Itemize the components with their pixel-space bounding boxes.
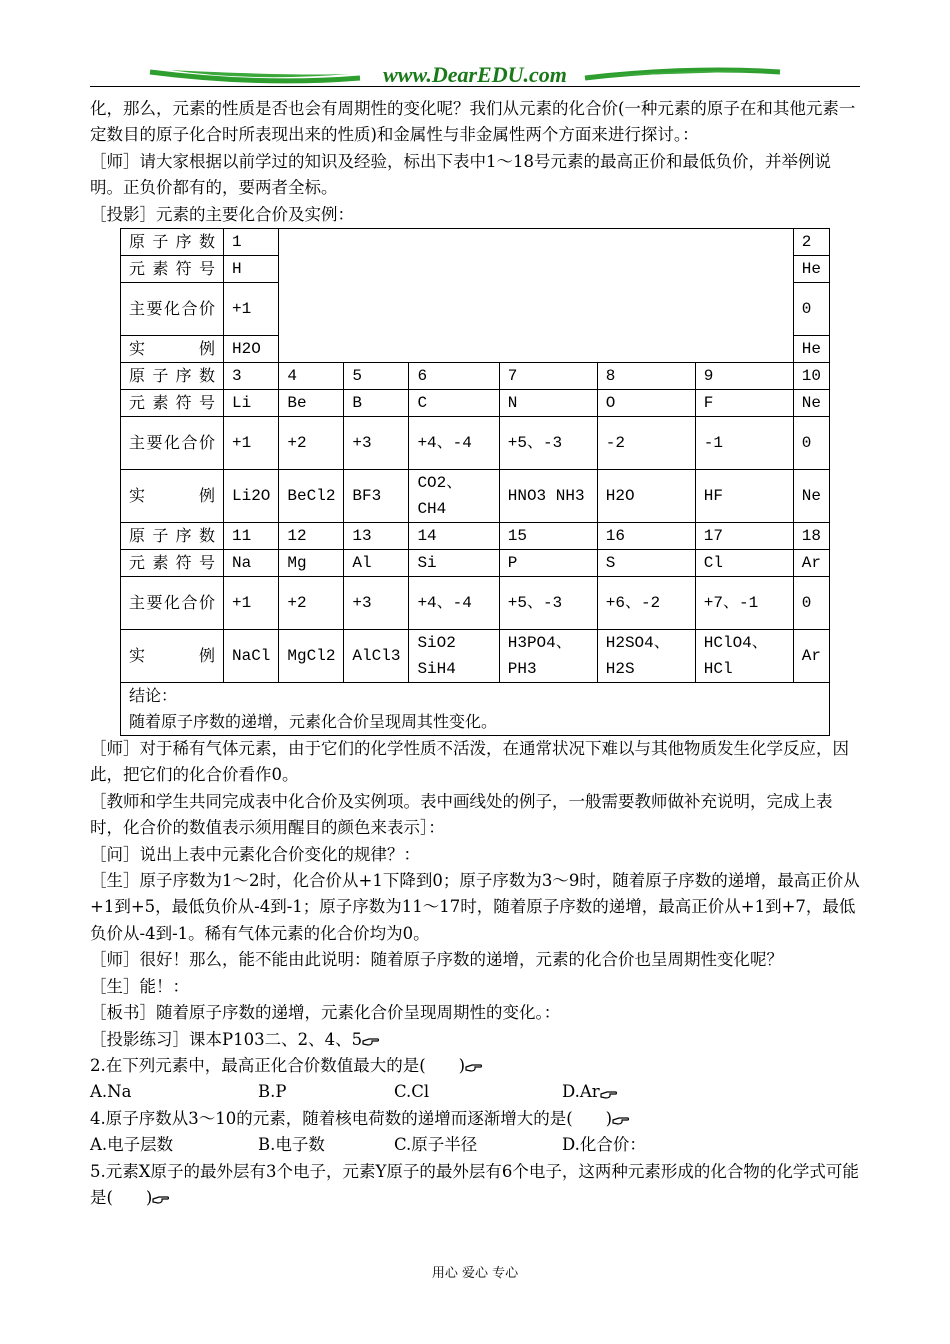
cell: S	[597, 550, 695, 577]
table-row	[121, 577, 830, 630]
label-cell: 元素符号	[121, 256, 224, 283]
cell: MgCl2	[279, 630, 344, 683]
cell: P	[499, 550, 597, 577]
conclusion-text: 随着原子序数的递增，元素化合价呈现周其性变化。	[129, 712, 498, 732]
cell: Ne	[793, 470, 829, 523]
cell: O	[597, 390, 695, 417]
paragraph: ［师］对于稀有气体元素，由于它们的化学性质不活泼，在通常状况下难以与其他物质发生化学反应，因此，把它们的化合价看作0。	[90, 739, 849, 785]
cell: H2SO4、H2S	[597, 630, 695, 683]
option-d-text: D.Ar	[562, 1082, 600, 1102]
page-footer: 用心 爱心 专心	[431, 1266, 519, 1281]
pointing-hand-icon	[612, 1113, 630, 1125]
cell: Si	[409, 550, 499, 577]
cell: HClO4、HCl	[695, 630, 793, 683]
label-cell: 元素符号	[121, 390, 224, 417]
table-row	[121, 390, 830, 417]
site-header	[90, 62, 860, 92]
exercise-heading: ［投影练习］课本P103二、2、4、5	[90, 1029, 363, 1049]
cell: 8	[597, 363, 695, 390]
cell: 3	[224, 363, 279, 390]
cell: 1	[224, 229, 279, 256]
option-c: C.原子半径	[394, 1135, 478, 1155]
option-b: B.P	[258, 1082, 287, 1102]
paragraph: ［投影］元素的主要化合价及实例：	[90, 204, 354, 224]
cell: H3PO4、PH3	[499, 630, 597, 683]
question-text: 4.原子序数从3～10的元素，随着核电荷数的递增而逐渐增大的是( )	[90, 1108, 613, 1128]
label-cell: 元素符号	[121, 550, 224, 577]
cell: +1	[224, 577, 279, 630]
pointing-hand-icon	[600, 1087, 618, 1099]
paragraph: ［问］说出上表中元素化合价变化的规律？：	[90, 844, 420, 864]
cell: -1	[695, 417, 793, 470]
paragraph: ［板书］随着原子序数的递增，元素化合价呈现周期性的变化。：	[90, 1003, 561, 1023]
cell: B	[344, 390, 409, 417]
table-row	[121, 363, 830, 390]
valence-table	[120, 228, 830, 736]
cell: 0	[793, 283, 829, 336]
cell: +1	[224, 283, 279, 336]
table-row	[121, 550, 830, 577]
cell: C	[409, 390, 499, 417]
cell: 4	[279, 363, 344, 390]
cell: He	[793, 256, 829, 283]
cell: Na	[224, 550, 279, 577]
table-row	[121, 630, 830, 683]
cell: Li	[224, 390, 279, 417]
cell: H	[224, 256, 279, 283]
pointing-hand-icon	[152, 1192, 170, 1204]
label-cell: 原子序数	[121, 229, 224, 256]
label-cell: 实 例	[121, 470, 224, 523]
label-cell: 主要化合价	[121, 417, 224, 470]
option-b: B.电子数	[258, 1135, 325, 1155]
document-body	[90, 96, 862, 1211]
cell: +2	[279, 417, 344, 470]
cell: 15	[499, 523, 597, 550]
cell: 10	[793, 363, 829, 390]
table-row	[121, 470, 830, 523]
question-text: 2.在下列元素中，最高正化合价数值最大的是( )	[90, 1055, 466, 1075]
label-cell: 原子序数	[121, 523, 224, 550]
paragraph: ［生］能！：	[90, 976, 189, 996]
options-row	[90, 1132, 862, 1158]
cell: H2O	[224, 336, 279, 363]
cell: BeCl2	[279, 470, 344, 523]
cell: 16	[597, 523, 695, 550]
cell: +5、-3	[499, 577, 597, 630]
cell: +2	[279, 577, 344, 630]
label-cell: 主要化合价	[121, 283, 224, 336]
option-c: C.Cl	[394, 1082, 430, 1102]
cell: Cl	[695, 550, 793, 577]
cell: 9	[695, 363, 793, 390]
cell: 0	[793, 577, 829, 630]
table-row	[121, 683, 830, 736]
cell: SiO2 SiH4	[409, 630, 499, 683]
cell: 5	[344, 363, 409, 390]
cell: +7、-1	[695, 577, 793, 630]
cell: BF3	[344, 470, 409, 523]
cell: 12	[279, 523, 344, 550]
pointing-hand-icon	[465, 1060, 483, 1072]
cell: 0	[793, 417, 829, 470]
table-row	[121, 417, 830, 470]
label-cell: 实 例	[121, 630, 224, 683]
cell: F	[695, 390, 793, 417]
cell: 2	[793, 229, 829, 256]
cell: 14	[409, 523, 499, 550]
cell: AlCl3	[344, 630, 409, 683]
option-a: A.Na	[90, 1082, 132, 1102]
cell: 13	[344, 523, 409, 550]
cell: NaCl	[224, 630, 279, 683]
options-row	[90, 1079, 862, 1105]
cell: 6	[409, 363, 499, 390]
label-cell: 主要化合价	[121, 577, 224, 630]
header-rule	[90, 86, 860, 87]
pointing-hand-icon	[362, 1034, 380, 1046]
cell: Li2O	[224, 470, 279, 523]
cell: +3	[344, 417, 409, 470]
cell: He	[793, 336, 829, 363]
cell: +4、-4	[409, 417, 499, 470]
label-cell: 实 例	[121, 336, 224, 363]
question-stem	[90, 1106, 862, 1132]
conclusion-cell	[121, 683, 830, 736]
paragraph: ［教师和学生共同完成表中化合价及实例项。表中画线处的例子，一般需要教师做补充说明，完成上表时，化合价的数值表示须用醒目的颜色来表示］：	[90, 791, 833, 838]
cell: Be	[279, 390, 344, 417]
cell: 17	[695, 523, 793, 550]
cell: +5、-3	[499, 417, 597, 470]
cell: +4、-4	[409, 577, 499, 630]
table-row	[121, 229, 830, 256]
cell: -2	[597, 417, 695, 470]
paragraph: ［师］很好！那么，能不能由此说明：随着原子序数的递增，元素的化合价也呈周期性变化呢？	[90, 950, 783, 970]
cell: +1	[224, 417, 279, 470]
paragraph: ［生］原子序数为1～2时，化合价从+1下降到0；原子序数为3～9时，随着原子序数的递增，最高正价从+1到+5，最低负价从-4到-1；原子序数为11～17时，随着原子序数的递增，最高正价从+1到+7，最低负价从-4到-1。稀有气体元素的化合价均为0。	[90, 871, 860, 943]
cell: H2O	[597, 470, 695, 523]
cell: 11	[224, 523, 279, 550]
paragraph	[90, 1027, 862, 1053]
option-a: A.电子层数	[90, 1135, 174, 1155]
question-text: 5.元素X原子的最外层有3个电子，元素Y原子的最外层有6个电子，这两种元素形成的化合物的化学式可能是( )	[90, 1161, 859, 1207]
table-row	[121, 523, 830, 550]
cell: CO2、CH4	[409, 470, 499, 523]
cell: 7	[499, 363, 597, 390]
brand-swoosh-logo	[90, 62, 860, 92]
brand-text: www.DearEDU.com	[383, 62, 567, 87]
cell: +3	[344, 577, 409, 630]
cell: +6、-2	[597, 577, 695, 630]
cell: 18	[793, 523, 829, 550]
cell: N	[499, 390, 597, 417]
cell: Ne	[793, 390, 829, 417]
cell: Mg	[279, 550, 344, 577]
cell: Al	[344, 550, 409, 577]
cell: HF	[695, 470, 793, 523]
question-stem	[90, 1053, 862, 1079]
option-d: D.化合价：	[562, 1135, 646, 1155]
label-cell: 原子序数	[121, 363, 224, 390]
option-d	[562, 1079, 618, 1105]
empty-merged-cell	[279, 229, 793, 363]
question-stem	[90, 1159, 862, 1212]
cell: Ar	[793, 550, 829, 577]
paragraph: 化，那么，元素的性质是否也会有周期性的变化呢？我们从元素的化合价(一种元素的原子在和其他元素一定数目的原子化合时所表现出来的性质)和金属性与非金属性两个方面来进行探讨。：	[90, 99, 856, 145]
cell: Ar	[793, 630, 829, 683]
cell: HNO3 NH3	[499, 470, 597, 523]
paragraph: ［师］请大家根据以前学过的知识及经验，标出下表中1～18号元素的最高正价和最低负价，并举例说明。正负价都有的，要两者全标。	[90, 151, 831, 198]
conclusion-label: 结论：	[129, 686, 178, 706]
